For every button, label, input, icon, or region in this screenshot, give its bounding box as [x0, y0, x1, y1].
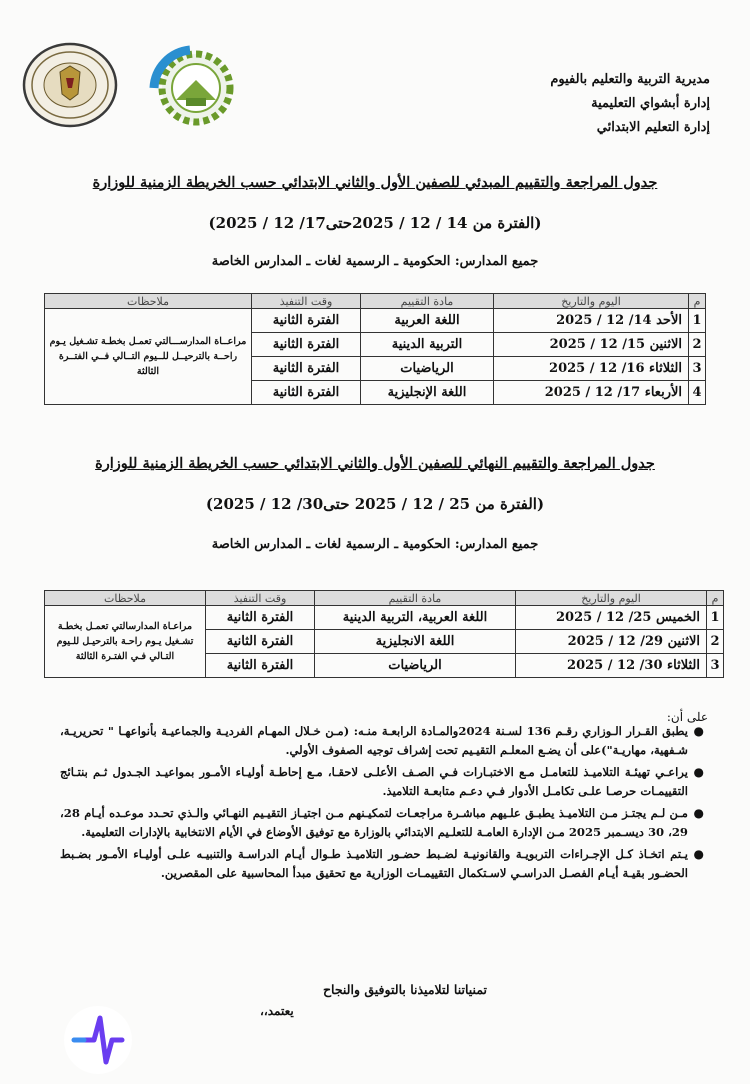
section1-period: (الفترة من 14 / 12 / 2025حتى17/ 12 / 2025)	[208, 214, 542, 232]
bullet-icon: ●	[693, 847, 704, 861]
row-subject: الرياضيات	[315, 654, 516, 678]
row-number: 4	[689, 381, 706, 405]
row-subject: اللغة الانجليزية	[315, 630, 516, 654]
note-text: مـن لـم يجتـز مـن التلاميـذ يطبـق علـيهم مباشـرة مراجعـات لتمكيـنهم مـن اجتيـاز التقيـيم النهـائي والـذي تحـدد موعـده أيـام 28، 29، 30 ديسـمبر 2025 مـن الإدارة العامـة للتعلـيم الابتدائي بالوزارة مع توفيق الأوضاع في الأيام الانتخابية بالإدارات التعليمية.	[60, 806, 688, 839]
row-number: 3	[689, 357, 706, 381]
row-number: 1	[707, 606, 724, 630]
closing-wish: تمنياتنا لتلاميذنا بالتوفيق والنجاح	[322, 982, 488, 997]
table-header-row	[45, 591, 724, 606]
note-text: يراعـي تهيئـة التلاميـذ للتعامـل مـع الاختبـارات فـي الصـف الأعلـى لاحقـا، مـع إحاطـة أوليـاء الأمـور بمواعيـد الجـدول ثـم بنتـائج التقييمـات حرصـا علـى تكامـل الأدوار فـي دعـم متابعـة التلاميذ.	[60, 765, 688, 798]
col-subject: مادة التقييم	[315, 591, 516, 606]
list-item	[60, 722, 710, 760]
section1-title: جدول المراجعة والتقييم المبدئي للصفين الأول والثاني الابتدائي حسب الخريطة الزمنية للوزارة	[92, 174, 658, 191]
header-lines	[530, 68, 710, 140]
notes-list	[60, 722, 710, 886]
row-day-date: الأحد 14/ 12 / 2025	[494, 309, 689, 333]
row-note: مراعـاة المدارسالتي تعمـل بخطـة تشـغيل يـوم راحـة بالترحيـل للـيوم التـالي فـي الفتـرة الثالثة	[45, 606, 206, 678]
table-header-row	[45, 294, 706, 309]
row-number: 2	[707, 630, 724, 654]
row-note: مراعــاة المدارســـالتي تعمـل بخطـة تشـغيل يـوم راحــة بالترحيــل للــيوم التــالي فــي الفتــرة الثالثة	[45, 309, 252, 405]
logos	[20, 40, 240, 135]
row-subject: اللغة العربية، التربية الدينية	[315, 606, 516, 630]
ministry-seal-icon	[22, 42, 118, 128]
col-notes: ملاحظات	[45, 591, 206, 606]
row-time: الفترة الثانية	[206, 654, 315, 678]
row-subject: اللغة العربية	[361, 309, 494, 333]
administration-line: إدارة أبشواي التعليمية	[591, 96, 710, 111]
list-item	[60, 763, 710, 801]
note-text: يـتم اتخـاذ كـل الإجـراءات التربويـة والقانونيـة لضـبط حضـور التلاميـذ طـوال أيـام الدراسـة والتنبيـه علـى أوليـاء الأمـور بضـبط الحضـور بقيـة أيـام الفصـل الدراسـي لاسـتكمال التقييمـات الوزارية مع تحقيق مبدأ المحاسبية على المقصرين.	[60, 847, 688, 880]
row-day-date: الاثنين 29/ 12 / 2025	[516, 630, 707, 654]
gear-logo-icon	[140, 44, 240, 130]
row-day-date: الأربعاء 17/ 12 / 2025	[494, 381, 689, 405]
row-subject: اللغة الإنجليزية	[361, 381, 494, 405]
col-day-date: اليوم والتاريخ	[516, 591, 707, 606]
app-watermark-icon	[48, 1000, 138, 1080]
col-day-date: اليوم والتاريخ	[494, 294, 689, 309]
section1-schools: جميع المدارس: الحكومية ـ الرسمية لغات ـ المدارس الخاصة	[211, 254, 539, 269]
directorate-line: مديرية التربية والتعليم بالفيوم	[550, 72, 710, 87]
row-day-date: الثلاثاء 16/ 12 / 2025	[494, 357, 689, 381]
row-number: 2	[689, 333, 706, 357]
section2-schools: جميع المدارس: الحكومية ـ الرسمية لغات ـ المدارس الخاصة	[211, 537, 539, 552]
row-number: 1	[689, 309, 706, 333]
row-time: الفترة الثانية	[252, 357, 361, 381]
row-day-date: الثلاثاء 30/ 12 / 2025	[516, 654, 707, 678]
table-row	[45, 606, 724, 630]
col-time: وقت التنفيذ	[252, 294, 361, 309]
row-subject: الرياضيات	[361, 357, 494, 381]
note-text: يطبق القـرار الـوزاري رقـم 136 لسـنة 2024والمـادة الرابعـة منـه: (مـن خـلال المهـام الفرديـة والجماعيـة بأنواعهـا " تحريريـة، شـفهية، مهاريـة")على أن يضـع المعلـم التقيـيم تحت إشراف توجيه الصفوف الأولي.	[60, 724, 688, 757]
bullet-icon: ●	[693, 806, 704, 820]
section2-title: جدول المراجعة والتقييم النهائي للصفين الأول والثاني الابتدائي حسب الخريطة الزمنية للوزارة	[95, 455, 655, 472]
row-time: الفترة الثانية	[252, 333, 361, 357]
col-notes: ملاحظات	[45, 294, 252, 309]
department-line: إدارة التعليم الابتدائي	[596, 120, 710, 135]
row-subject: التربية الدينية	[361, 333, 494, 357]
col-number: م	[689, 294, 706, 309]
list-item	[60, 845, 710, 883]
bullet-icon: ●	[693, 765, 704, 779]
col-time: وقت التنفيذ	[206, 591, 315, 606]
table-row	[45, 309, 706, 333]
col-number: م	[707, 591, 724, 606]
section2-table	[44, 590, 724, 678]
row-day-date: الخميس 25/ 12 / 2025	[516, 606, 707, 630]
row-time: الفترة الثانية	[206, 630, 315, 654]
bullet-icon: ●	[693, 724, 704, 738]
list-item	[60, 804, 710, 842]
approval: يعتمد،،	[260, 1004, 294, 1018]
row-number: 3	[707, 654, 724, 678]
row-day-date: الاثنين 15/ 12 / 2025	[494, 333, 689, 357]
row-time: الفترة الثانية	[252, 381, 361, 405]
row-time: الفترة الثانية	[252, 309, 361, 333]
notes-intro: على أن:	[666, 710, 708, 724]
col-subject: مادة التقييم	[361, 294, 494, 309]
section1-table	[44, 293, 706, 405]
section2-period: (الفترة من 25 / 12 / 2025 حتى30/ 12 / 2025)	[205, 495, 545, 513]
row-time: الفترة الثانية	[206, 606, 315, 630]
